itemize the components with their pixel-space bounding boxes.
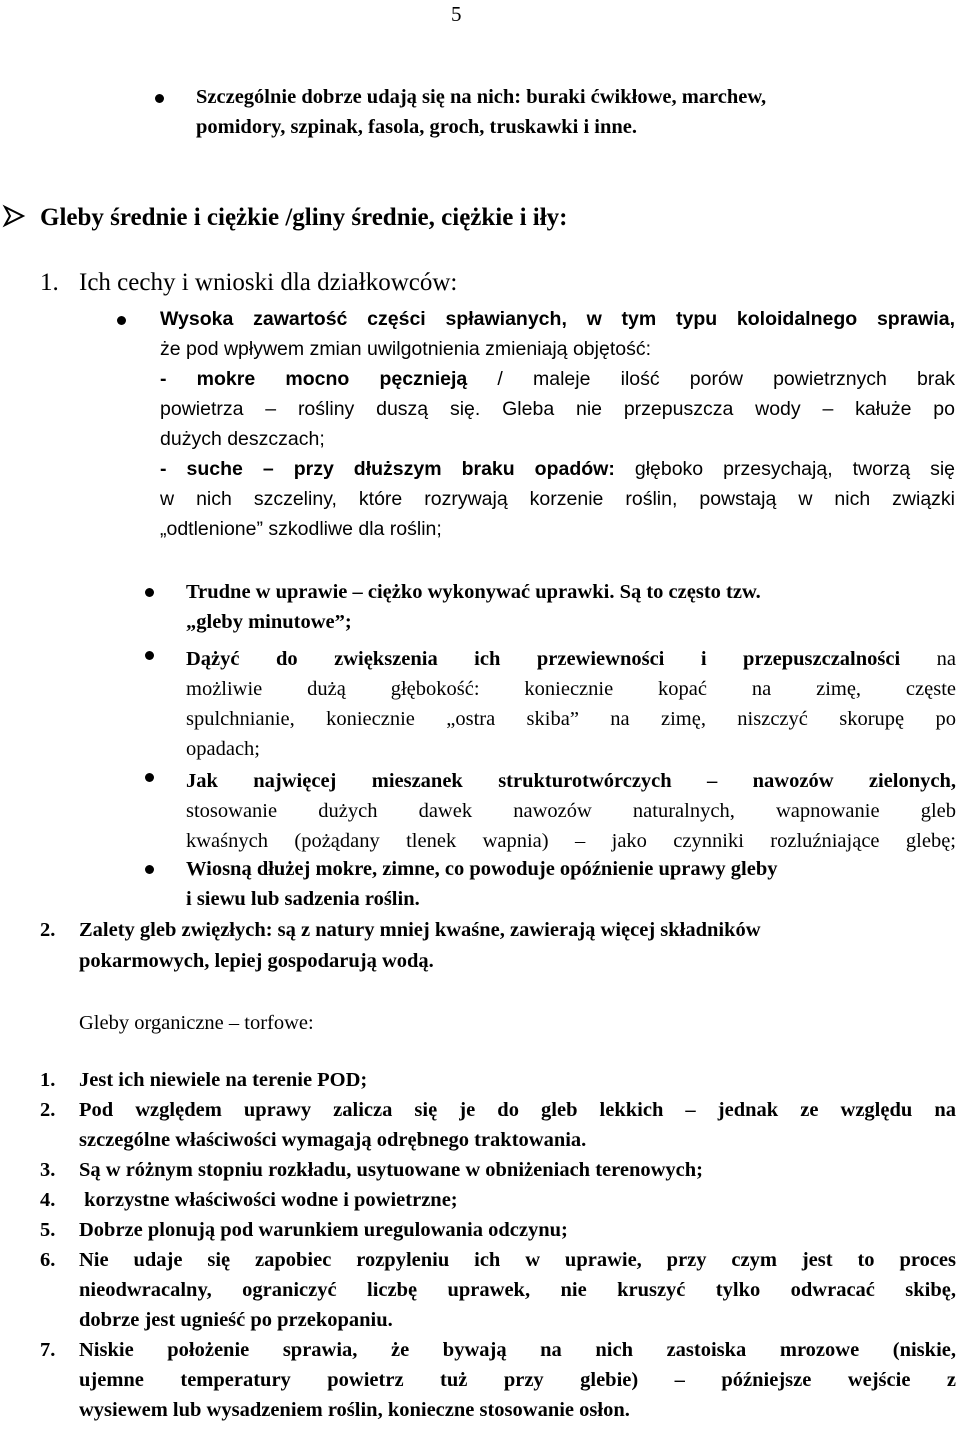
list-number: 4. — [40, 1189, 56, 1211]
bullet2-line2: „gleby minutowe”; — [186, 611, 352, 633]
organic-list-line: ujemne temperatury powietrz tuż przy glebie) – późniejsze wejście z — [79, 1369, 956, 1391]
bullet5-line2: i siewu lub sadzenia roślin. — [186, 888, 420, 910]
bullet5-line1: Wiosną dłużej mokre, zimne, co powoduje opóźnienie uprawy gleby — [186, 858, 778, 880]
bullet-icon — [155, 94, 164, 103]
section-heading: Gleby średnie i ciężkie /gliny średnie, ciężkie i iły: — [40, 204, 568, 231]
top-bullet-line2: pomidory, szpinak, fasola, groch, truskawki i inne. — [196, 116, 638, 138]
bullet1-line1: Wysoka zawartość części spławianych, w tym typu koloidalnego sprawia, — [160, 308, 955, 330]
organic-list-line: Dobrze plonują pod warunkiem uregulowania odczynu; — [79, 1219, 568, 1241]
organic-list-line: Pod względem uprawy zalicza się je do gleb lekkich – jednak ze względu na — [79, 1099, 956, 1121]
organic-list-line: wysiewem lub wysadzeniem roślin, konieczne stosowanie osłon. — [79, 1399, 630, 1421]
list-number: 5. — [40, 1219, 56, 1241]
bullet1-line4a: powietrza – rośliny duszą się. — [160, 398, 481, 420]
list-number: 6. — [40, 1249, 56, 1271]
organic-list-line: szczególne właściwości wymagają odrębnego traktowania. — [79, 1129, 587, 1151]
bullet1-line8: „odtlenione” szkodliwe dla roślin; — [160, 518, 442, 540]
bullet1-line2: że pod wpływem zmian uwilgotnienia zmieniają objętość: — [160, 338, 651, 360]
bullet4-line1: Jak najwięcej mieszanek strukturotwórczych – nawozów zielonych, — [186, 770, 956, 792]
list-number: 1. — [40, 1069, 56, 1091]
list-number: 3. — [40, 1159, 56, 1181]
bullet4-line2: stosowanie dużych dawek nawozów naturalnych, wapnowanie gleb — [186, 800, 956, 822]
bullet2-line1: Trudne w uprawie – ciężko wykonywać uprawki. Są to często tzw. — [186, 581, 761, 603]
bullet3-line1-bold: Dążyć do zwiększenia ich przewiewności i przepuszczalności — [186, 648, 901, 670]
bullet4-block — [186, 766, 956, 856]
list-number: 7. — [40, 1339, 56, 1361]
bullet1-block — [160, 308, 955, 548]
organic-list-line: Niskie położenie sprawia, że bywają na nich zastoiska mrozowe (niskie, — [79, 1339, 956, 1361]
arrow-bullet-icon — [2, 204, 26, 228]
item2-line1: Zalety gleb zwięzłych: są z natury mniej kwaśne, zawierają więcej składników — [79, 919, 761, 941]
bullet-icon — [145, 865, 154, 874]
item2-line2: pokarmowych, lepiej gospodarują wodą. — [79, 950, 434, 972]
bullet-icon — [145, 588, 154, 597]
bullet1-line4b: Gleba nie przepuszcza wody – kałuże po — [480, 398, 956, 420]
organic-list-line: Są w różnym stopniu rozkładu, usytuowane w obniżeniach terenowych; — [79, 1159, 703, 1181]
bullet1-line6-bold: - suche – przy dłuższym braku opadów: — [160, 458, 615, 480]
bullet3-block — [186, 644, 956, 764]
list-number: 2. — [40, 919, 56, 941]
organic-list-line: nieodwracalny, ograniczyć liczbę uprawek, nie kruszyć tylko odwracać skibę, — [79, 1279, 956, 1301]
top-bullet-line1: Szczególnie dobrze udają się na nich: buraki ćwikłowe, marchew, — [196, 86, 767, 108]
bullet1-line5: dużych deszczach; — [160, 428, 325, 450]
bullet3-line1-rest: na — [900, 648, 956, 670]
organic-heading: Gleby organiczne – torfowe: — [79, 1012, 314, 1034]
list-number: 1. — [40, 269, 59, 296]
bullet-icon — [145, 651, 154, 660]
bullet-icon — [145, 773, 154, 782]
bullet1-line7: w nich szczeliny, które rozrywają korzenie roślin, powstają w nich związki — [160, 488, 955, 510]
bullet3-line4: opadach; — [186, 738, 260, 760]
bullet-icon — [117, 316, 126, 325]
bullet1-line3-bold: - mokre mocno pęcznieją — [160, 368, 468, 390]
bullet3-line3: spulchnianie, koniecznie „ostra skiba” na zimę, niszczyć skorupę po — [186, 708, 956, 730]
bullet3-line2: możliwie dużą głębokość: koniecznie kopać na zimę, częste — [186, 678, 956, 700]
bullet1-line3-rest: / maleje ilość porów powietrznych brak — [467, 368, 955, 390]
item1-title: Ich cechy i wnioski dla działkowców: — [79, 269, 458, 296]
bullet4-line3: kwaśnych (pożądany tlenek wapnia) – jako czynniki rozluźniające glebę; — [186, 830, 956, 852]
organic-list-line: Nie udaje się zapobiec rozpyleniu ich w uprawie, przy czym jest to proces — [79, 1249, 956, 1271]
page-number: 5 — [451, 2, 462, 26]
organic-list-line: dobrze jest ugnieść po przekopaniu. — [79, 1309, 393, 1331]
organic-list-line: korzystne właściwości wodne i powietrzne; — [79, 1189, 458, 1211]
list-number: 2. — [40, 1099, 56, 1121]
bullet1-line6-rest: głęboko przesychają, tworzą się — [614, 458, 955, 480]
organic-list-line: Jest ich niewiele na terenie POD; — [79, 1069, 368, 1091]
